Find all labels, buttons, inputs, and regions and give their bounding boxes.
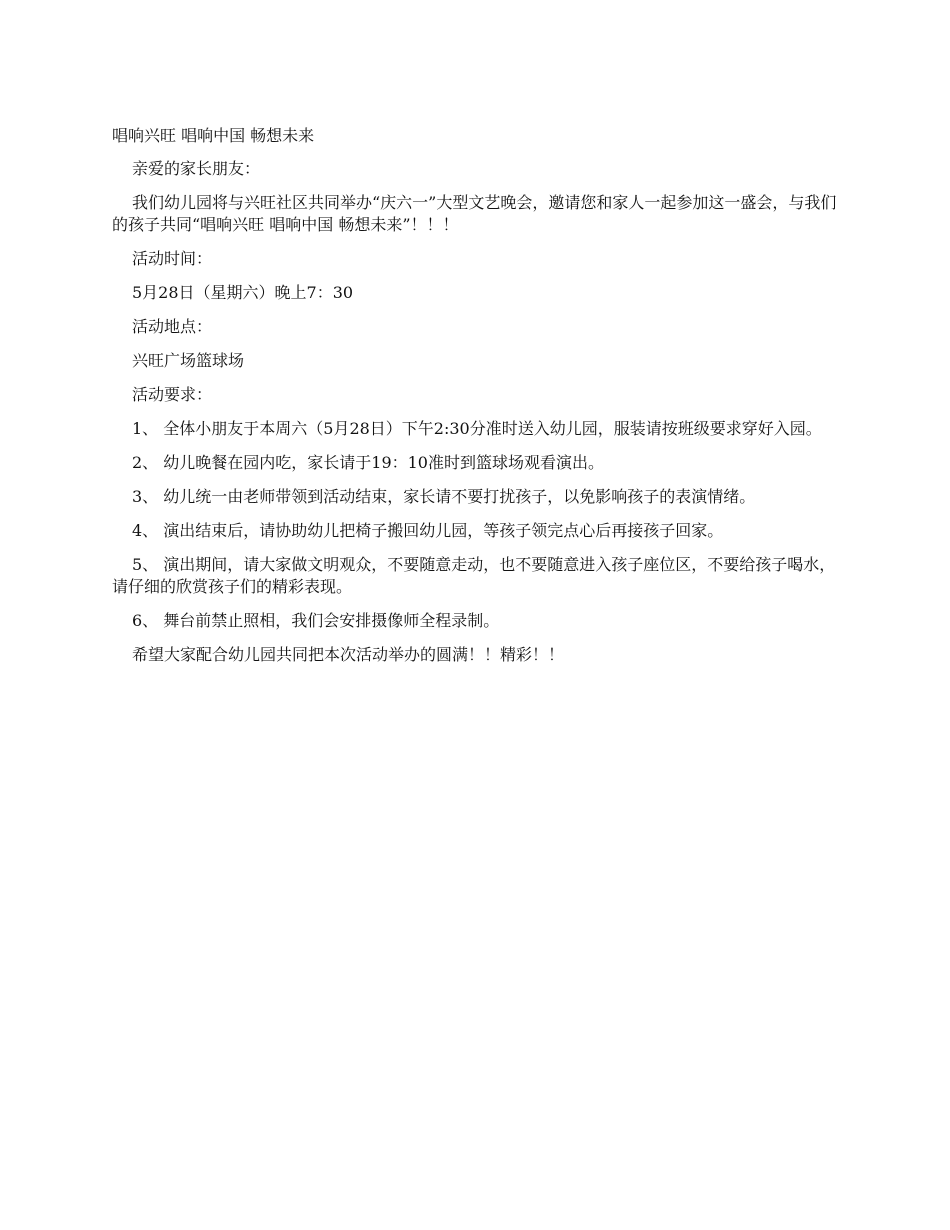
greeting: 亲爱的家长朋友： [132, 159, 261, 178]
requirement-item: 1、 全体小朋友于本周六（5月28日）下午2:30分准时送入幼儿园，服装请按班级要求穿好入园。 [132, 419, 822, 438]
requirements-label: 活动要求： [132, 385, 213, 404]
place-value: 兴旺广场篮球场 [132, 351, 245, 370]
requirement-item: 2、 幼儿晚餐在园内吃，家长请于19：10准时到篮球场观看演出。 [132, 453, 604, 472]
time-label: 活动时间： [132, 249, 213, 268]
document-page [112, 124, 840, 678]
closing-paragraph: 希望大家配合幼儿园共同把本次活动举办的圆满！！精彩！！ [132, 645, 565, 664]
requirement-item: 5、 演出期间，请大家做文明观众，不要随意走动，也不要随意进入孩子座位区，不要给孩子喝水，请仔细的欣赏孩子们的精彩表现。 [112, 555, 836, 596]
place-label: 活动地点： [132, 317, 213, 336]
requirement-item: 3、 幼儿统一由老师带领到活动结束，家长请不要打扰孩子，以免影响孩子的表演情绪。 [132, 487, 756, 506]
intro-paragraph: 我们幼儿园将与兴旺社区共同举办“庆六一”大型文艺晚会，邀请您和家人一起参加这一盛会，与我们的孩子共同“唱响兴旺 唱响中国 畅想未来”！！！ [112, 193, 837, 234]
time-value: 5月28日（星期六）晚上7：30 [132, 283, 354, 302]
requirement-item: 6、 舞台前禁止照相，我们会安排摄像师全程录制。 [132, 611, 500, 630]
requirement-item: 4、 演出结束后，请协助幼儿把椅子搬回幼儿园，等孩子领完点心后再接孩子回家。 [132, 521, 724, 540]
document-title: 唱响兴旺 唱响中国 畅想未来 [112, 126, 315, 145]
